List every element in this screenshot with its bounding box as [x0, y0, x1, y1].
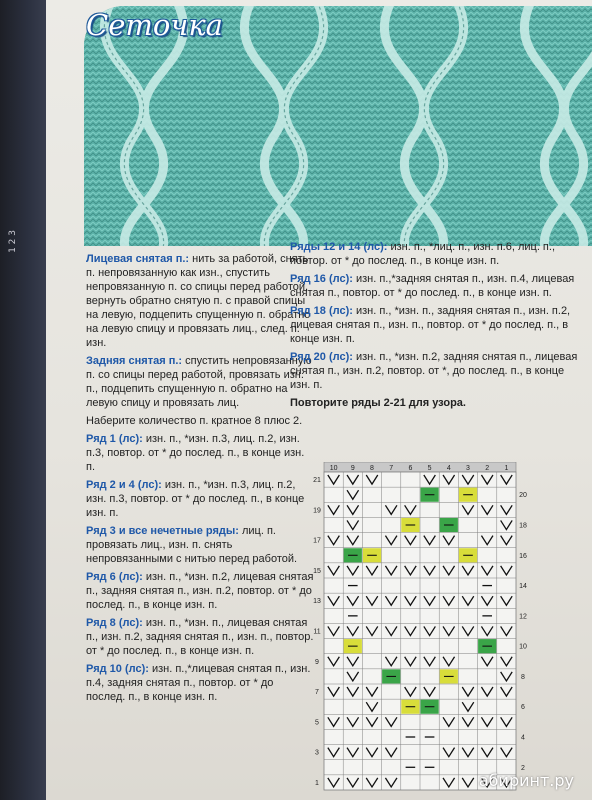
row-16-term: Ряд 16 (лс): — [290, 273, 353, 285]
row-16-text: изн. п.,*задняя снятая п., изн. п.4, лицевая снятая п., повтор. от * до послед. п., в конце изн. п. — [290, 273, 575, 299]
left-column — [86, 252, 314, 708]
row-3-term: Ряд 3 и все нечетные ряды: — [86, 525, 239, 537]
stitch-chart-svg — [310, 462, 530, 794]
row-number-right: 12 — [519, 613, 527, 621]
row-3-text: лиц. п. провязать лиц., изн. п. снять непровязанными с нитью перед работой. — [86, 525, 298, 565]
text-back-slip: спустить непровязанную п. со спицы перед работой, провязать изн. п., подцепить спущенную п. обратно на левую спицу и провязать лиц. — [86, 355, 312, 409]
row-number-right: 14 — [519, 583, 527, 591]
right-column — [290, 240, 580, 414]
row-1-text: изн. п., *изн. п.3, лиц. п.2, изн. п.3, повтор. от * до послед. п., в конце изн. п. — [86, 433, 305, 473]
column-number: 7 — [389, 465, 394, 472]
watermark: абиринт.ру — [478, 771, 574, 790]
row-20-text: изн. п., *изн. п.2, задняя снятая п., лицевая снятая п., изн. п.2, повтор. от *, до послед. п., в конце изн. п. — [290, 351, 578, 391]
row-12-14 — [290, 240, 580, 268]
row-number-left: 11 — [313, 628, 321, 636]
row-number-right: 18 — [519, 522, 527, 530]
row-1 — [86, 432, 314, 474]
column-number: 8 — [370, 465, 374, 472]
paragraph-knit-slip — [86, 252, 314, 350]
text-knit-slip: нить за работой, снять п. непровязанную как изн., спустить непровязанную п. со спицы перед работой, вернуть обратно снятую п. с правой спицы на левую, подцепить спущенную п. обратно на левую спицу и провязать лиц., след. п. изн. — [86, 253, 311, 349]
column-number: 10 — [329, 465, 338, 472]
paragraph-back-slip — [86, 354, 314, 410]
row-6-text: изн. п., *изн. п.2, лицевая снятая п., задняя снятая п., изн. п.2, повтор. от * до послед. п., в конце изн. п. — [86, 571, 314, 611]
column-number: 3 — [466, 465, 470, 472]
row-8 — [86, 616, 314, 658]
paragraph-cast-on: Наберите количество п. кратное 8 плюс 2. — [86, 415, 303, 427]
row-2-4 — [86, 478, 314, 520]
page-title: Сеточка — [86, 8, 223, 42]
row-number-left: 21 — [313, 477, 321, 485]
column-number: 9 — [350, 465, 355, 472]
row-number-left: 17 — [313, 537, 321, 545]
repeat-instruction: Повторите ряды 2-21 для узора. — [290, 397, 466, 409]
row-18 — [290, 304, 580, 346]
row-number-right: 2 — [521, 764, 525, 772]
row-16 — [290, 272, 580, 300]
row-2-4-term: Ряд 2 и 4 (лс): — [86, 479, 162, 491]
term-back-slip: Задняя снятая п.: — [86, 355, 183, 367]
column-number: 4 — [446, 465, 451, 472]
column-number: 1 — [504, 465, 509, 472]
stitch-chart — [310, 462, 530, 794]
row-2-4-text: изн. п., *изн. п.3, лиц. п.2, изн. п.3, повтор. от * до послед. п., в конце изн. п. — [86, 479, 305, 519]
row-number-right: 8 — [521, 673, 525, 681]
column-number: 2 — [485, 465, 490, 472]
row-20-term: Ряд 20 (лс): — [290, 351, 353, 363]
term-knit-slip: Лицевая снятая п.: — [86, 253, 190, 265]
row-number-left: 13 — [313, 598, 321, 606]
row-number-right: 6 — [521, 704, 525, 712]
row-8-text: изн. п., *изн. п., лицевая снятая п., изн. п.2, задняя снятая п., изн. п., повтор. от * до послед. п., в конце изн. п. — [86, 617, 314, 657]
knitting-photo — [84, 6, 592, 246]
row-number-left: 19 — [313, 507, 321, 515]
lattice-knit-image — [84, 6, 592, 246]
row-number-left: 9 — [315, 658, 319, 666]
row-10-text: изн. п.,*лицевая снятая п., изн. п.4, задняя снятая п., повтор. от * до послед. п., в конце изн. п. — [86, 663, 311, 703]
row-6 — [86, 570, 314, 612]
row-number-left: 5 — [315, 719, 319, 727]
row-12-text: изн. п., *лиц. п., изн. п.6, лиц. п., повтор. от * до послед. п., в конце изн. п. — [290, 241, 556, 267]
row-6-term: Ряд 6 (лс): — [86, 571, 143, 583]
row-20 — [290, 350, 580, 392]
row-18-term: Ряд 18 (лс): — [290, 305, 353, 317]
row-number-right: 4 — [521, 734, 525, 742]
row-3-odd — [86, 524, 314, 566]
row-number-left: 3 — [315, 749, 319, 757]
spine-text: 1 2 3 — [8, 230, 18, 253]
book-edge — [0, 0, 48, 800]
row-number-right: 16 — [519, 552, 527, 560]
row-number-right: 20 — [519, 492, 527, 500]
row-10 — [86, 662, 314, 704]
row-12-term: Ряды 12 и 14 (лс): — [290, 241, 388, 253]
row-number-right: 10 — [519, 643, 527, 651]
row-number-left: 1 — [315, 779, 319, 787]
row-10-term: Ряд 10 (лс): — [86, 663, 149, 675]
book-page — [46, 0, 592, 800]
row-number-left: 15 — [313, 567, 321, 575]
row-8-term: Ряд 8 (лс): — [86, 617, 143, 629]
row-18-text: изн. п., *изн. п., задняя снятая п., изн. п.2, лицевая снятая п., изн. п., повтор. от * до послед. п., в конце изн. п. — [290, 305, 571, 345]
row-number-left: 7 — [315, 689, 319, 697]
column-number: 6 — [408, 465, 413, 472]
row-1-term: Ряд 1 (лс): — [86, 433, 143, 445]
column-number: 5 — [427, 465, 432, 472]
